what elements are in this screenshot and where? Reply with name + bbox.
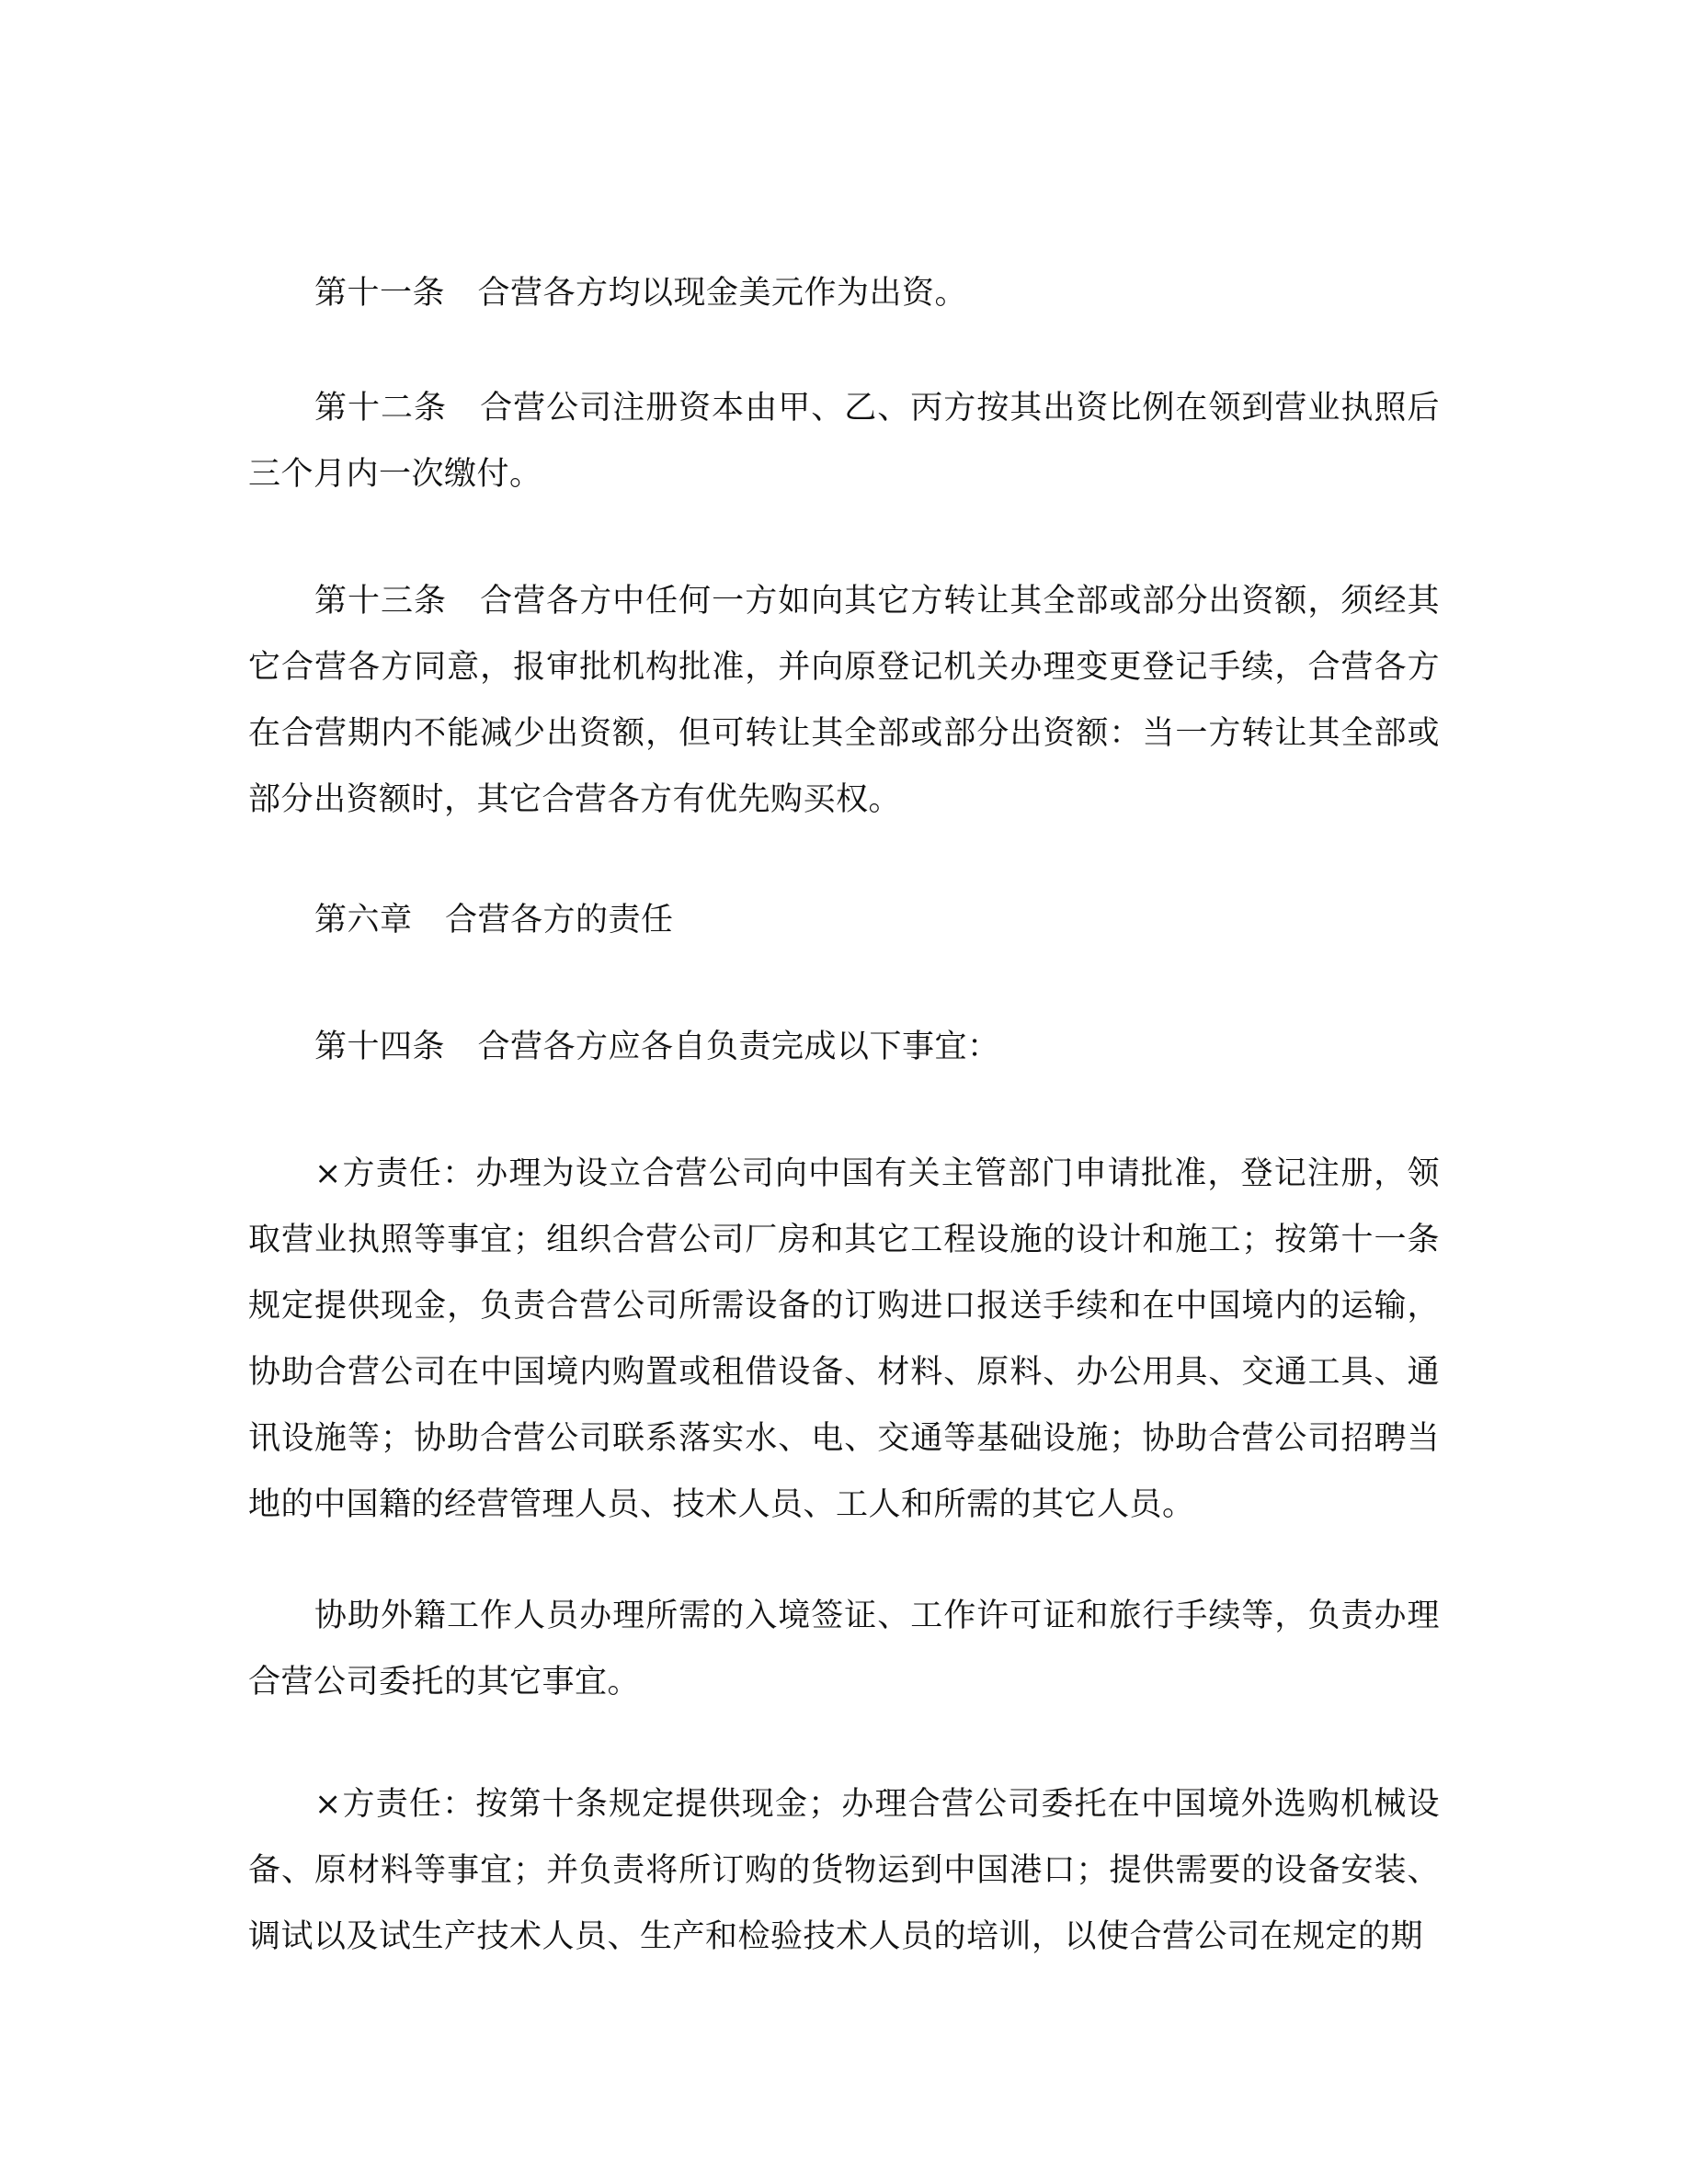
article-12 — [248, 375, 1440, 507]
party-responsibility-2 — [248, 1771, 1440, 1970]
article-text: 合营各方应各自负责完成以下事宜： — [477, 1029, 1000, 1065]
article-text: 合营各方中任何一方如向其它方转让其全部或部分出资额，须经其它合营各方同意，报审批机构批准，并向原登记机关办理变更登记手续，合营各方在合营期内不能减少出资额，但可转让其全部或部分出资额：当一方转让其全部或部分出资额时，其它合营各方有优先购买权。 — [248, 583, 1440, 818]
article-label: 第十四条 — [314, 1029, 446, 1065]
article-14 — [248, 1014, 1440, 1080]
chapter-label: 第六章 — [314, 902, 413, 938]
article-text: 合营各方均以现金美元作为出资。 — [477, 275, 968, 312]
chapter-6-heading — [248, 887, 1440, 953]
article-11 — [248, 260, 1440, 326]
article-label: 第十三条 — [314, 583, 448, 620]
article-13 — [248, 568, 1440, 833]
paragraph-text: 协助外籍工作人员办理所需的入境签证、工作许可证和旅行手续等，负责办理合营公司委托的其它事宜。 — [248, 1598, 1440, 1701]
paragraph-text: ×方责任：办理为设立合营公司向中国有关主管部门申请批准，登记注册，领取营业执照等事宜；组织合营公司厂房和其它工程设施的设计和施工；按第十一条规定提供现金，负责合营公司所需设备的订购进口报送手续和在中国境内的运输，协助合营公司在中国境内购置或租借设备、材料、原料、办公用具、交通工具、通讯设施等；协助合营公司联系落实水、电、交通等基础设施；协助合营公司招聘当地的中国籍的经营管理人员、技术人员、工人和所需的其它人员。 — [248, 1155, 1440, 1523]
article-label: 第十二条 — [314, 390, 448, 427]
paragraph-text: ×方责任：按第十条规定提供现金；办理合营公司委托在中国境外选购机械设备、原材料等事宜；并负责将所订购的货物运到中国港口；提供需要的设备安装、调试以及试生产技术人员、生产和检验技术人员的培训，以使合营公司在规定的期 — [248, 1786, 1440, 1955]
foreign-staff-assistance — [248, 1583, 1440, 1715]
article-text: 合营公司注册资本由甲、乙、丙方按其出资比例在领到营业执照后三个月内一次缴付。 — [248, 390, 1440, 493]
article-label: 第十一条 — [314, 275, 446, 312]
chapter-title: 合营各方的责任 — [445, 902, 674, 938]
party-responsibility-1 — [248, 1141, 1440, 1538]
